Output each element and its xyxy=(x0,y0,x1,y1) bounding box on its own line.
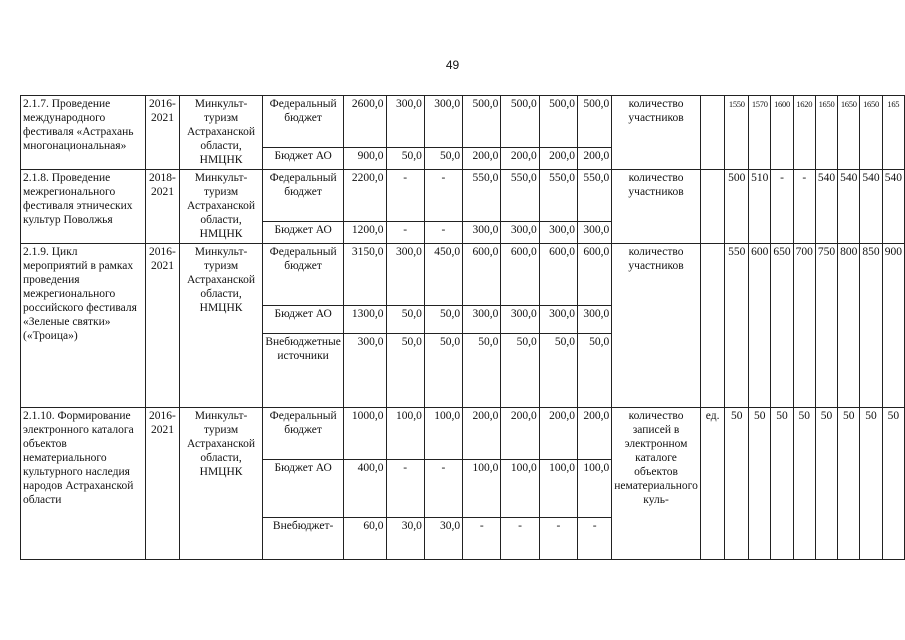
period-years: 2016-2021 xyxy=(146,408,180,560)
indicator-name: количество участников xyxy=(612,244,701,408)
period-years: 2016-2021 xyxy=(146,244,180,408)
target-value: - xyxy=(771,170,793,244)
funding-year-value: 100,0 xyxy=(424,408,462,460)
target-value: 50 xyxy=(771,408,793,560)
funding-year-value: 200,0 xyxy=(539,408,577,460)
target-value: 165 xyxy=(882,96,904,170)
target-value: 50 xyxy=(725,408,749,560)
funding-year-value: - xyxy=(463,518,501,560)
indicator-unit: ед. xyxy=(700,408,725,560)
target-value: 540 xyxy=(838,170,860,244)
funding-year-value: 100,0 xyxy=(501,460,539,518)
funding-year-value: 600,0 xyxy=(539,244,577,306)
funding-year-value: - xyxy=(539,518,577,560)
funding-year-value: 500,0 xyxy=(539,96,577,148)
funding-year-value: 50,0 xyxy=(424,334,462,408)
funding-year-value: 50,0 xyxy=(424,148,462,170)
funding-year-value: 300,0 xyxy=(501,306,539,334)
target-value: 700 xyxy=(793,244,815,408)
indicator-name: количество записей в электронном каталоге объектов нематериального куль- xyxy=(612,408,701,560)
funding-year-value: 600,0 xyxy=(463,244,501,306)
target-value: 50 xyxy=(793,408,815,560)
funding-year-value: 50,0 xyxy=(578,334,612,408)
funding-year-value: 300,0 xyxy=(578,306,612,334)
target-value: - xyxy=(793,170,815,244)
funding-year-value: 100,0 xyxy=(578,460,612,518)
funding-total: 900,0 xyxy=(343,148,386,170)
target-value: 50 xyxy=(749,408,771,560)
funding-year-value: 300,0 xyxy=(578,222,612,244)
target-value: 50 xyxy=(860,408,882,560)
funding-source: Бюджет АО xyxy=(263,222,344,244)
funding-year-value: - xyxy=(424,460,462,518)
target-value: 1600 xyxy=(771,96,793,170)
funding-year-value: 300,0 xyxy=(501,222,539,244)
funding-total: 400,0 xyxy=(343,460,386,518)
target-value: 510 xyxy=(749,170,771,244)
funding-year-value: 200,0 xyxy=(501,408,539,460)
funding-source: Бюджет АО xyxy=(263,148,344,170)
target-value: 50 xyxy=(815,408,837,560)
indicator-name: количество участников xyxy=(612,96,701,170)
funding-year-value: 50,0 xyxy=(386,334,424,408)
target-value: 1650 xyxy=(815,96,837,170)
funding-total: 1200,0 xyxy=(343,222,386,244)
funding-source: Бюджет АО xyxy=(263,306,344,334)
funding-year-value: - xyxy=(386,222,424,244)
funding-total: 3150,0 xyxy=(343,244,386,306)
funding-year-value: 300,0 xyxy=(386,96,424,148)
target-value: 500 xyxy=(725,170,749,244)
target-value: 50 xyxy=(838,408,860,560)
target-value: 1650 xyxy=(838,96,860,170)
funding-year-value: 300,0 xyxy=(463,222,501,244)
funding-year-value: - xyxy=(501,518,539,560)
funding-year-value: 300,0 xyxy=(386,244,424,306)
funding-source: Бюджет АО xyxy=(263,460,344,518)
funding-year-value: - xyxy=(386,460,424,518)
funding-source: Федеральный бюджет xyxy=(263,96,344,148)
funding-year-value: 500,0 xyxy=(463,96,501,148)
funding-year-value: 30,0 xyxy=(386,518,424,560)
funding-year-value: 300,0 xyxy=(539,306,577,334)
funding-year-value: 500,0 xyxy=(501,96,539,148)
funding-year-value: 600,0 xyxy=(501,244,539,306)
funding-source: Федеральный бюджет xyxy=(263,170,344,222)
page-number: 49 xyxy=(445,58,460,72)
funding-year-value: 100,0 xyxy=(463,460,501,518)
funding-year-value: - xyxy=(578,518,612,560)
target-value: 800 xyxy=(838,244,860,408)
table-row xyxy=(21,244,905,306)
funding-year-value: 600,0 xyxy=(578,244,612,306)
table-row xyxy=(21,170,905,222)
activity-name: 2.1.7. Проведение международного фестиваля «Астрахань многонациональная» xyxy=(21,96,146,170)
target-value: 540 xyxy=(860,170,882,244)
executors: Минкульт-туризм Астраханской области, НМЦНК xyxy=(179,244,263,408)
funding-year-value: 50,0 xyxy=(386,148,424,170)
funding-total: 1300,0 xyxy=(343,306,386,334)
funding-total: 2600,0 xyxy=(343,96,386,148)
funding-total: 2200,0 xyxy=(343,170,386,222)
funding-source: Федеральный бюджет xyxy=(263,244,344,306)
funding-year-value: 200,0 xyxy=(539,148,577,170)
funding-year-value: 50,0 xyxy=(424,306,462,334)
funding-year-value: 300,0 xyxy=(463,306,501,334)
funding-year-value: 30,0 xyxy=(424,518,462,560)
funding-year-value: - xyxy=(424,222,462,244)
funding-year-value: 100,0 xyxy=(386,408,424,460)
target-value: 650 xyxy=(771,244,793,408)
funding-year-value: 500,0 xyxy=(578,96,612,148)
funding-year-value: 50,0 xyxy=(501,334,539,408)
funding-source: Внебюджет- xyxy=(263,518,344,560)
funding-year-value: 200,0 xyxy=(578,148,612,170)
funding-year-value: 50,0 xyxy=(539,334,577,408)
target-value: 600 xyxy=(749,244,771,408)
funding-year-value: 50,0 xyxy=(386,306,424,334)
funding-year-value: 450,0 xyxy=(424,244,462,306)
target-value: 850 xyxy=(860,244,882,408)
indicator-name: количество участников xyxy=(612,170,701,244)
funding-year-value: 300,0 xyxy=(424,96,462,148)
period-years: 2018-2021 xyxy=(146,170,180,244)
indicator-unit xyxy=(700,96,725,170)
target-value: 1620 xyxy=(793,96,815,170)
funding-year-value: - xyxy=(424,170,462,222)
funding-year-value: 550,0 xyxy=(539,170,577,222)
program-table xyxy=(20,95,905,560)
target-value: 1570 xyxy=(749,96,771,170)
executors: Минкульт-туризм Астраханской области, НМЦНК xyxy=(179,408,263,560)
funding-year-value: - xyxy=(386,170,424,222)
target-value: 1650 xyxy=(860,96,882,170)
funding-source: Внебюджетные источники xyxy=(263,334,344,408)
funding-total: 300,0 xyxy=(343,334,386,408)
funding-year-value: 200,0 xyxy=(463,148,501,170)
executors: Минкульт-туризм Астраханской области, НМЦНК xyxy=(179,170,263,244)
funding-total: 60,0 xyxy=(343,518,386,560)
funding-year-value: 100,0 xyxy=(539,460,577,518)
funding-year-value: 550,0 xyxy=(501,170,539,222)
funding-year-value: 300,0 xyxy=(539,222,577,244)
table-body xyxy=(21,96,905,560)
funding-source: Федеральный бюджет xyxy=(263,408,344,460)
funding-year-value: 550,0 xyxy=(463,170,501,222)
executors: Минкульт-туризм Астраханской области, НМЦНК xyxy=(179,96,263,170)
period-years: 2016-2021 xyxy=(146,96,180,170)
table-row xyxy=(21,408,905,460)
funding-year-value: 550,0 xyxy=(578,170,612,222)
table-row xyxy=(21,96,905,148)
target-value: 750 xyxy=(815,244,837,408)
funding-year-value: 200,0 xyxy=(501,148,539,170)
activity-name: 2.1.8. Проведение межрегионального фестиваля этнических культур Поволжья xyxy=(21,170,146,244)
activity-name: 2.1.9. Цикл мероприятий в рамках проведения межрегионального российского фестиваля «Зеленые святки» («Троица») xyxy=(21,244,146,408)
target-value: 550 xyxy=(725,244,749,408)
indicator-unit xyxy=(700,170,725,244)
target-value: 1550 xyxy=(725,96,749,170)
indicator-unit xyxy=(700,244,725,408)
activity-name: 2.1.10. Формирование электронного каталога объектов нематериального культурного наследия народов Астраханской области xyxy=(21,408,146,560)
funding-year-value: 50,0 xyxy=(463,334,501,408)
funding-year-value: 200,0 xyxy=(578,408,612,460)
target-value: 540 xyxy=(815,170,837,244)
target-value: 900 xyxy=(882,244,904,408)
funding-year-value: 200,0 xyxy=(463,408,501,460)
target-value: 540 xyxy=(882,170,904,244)
funding-total: 1000,0 xyxy=(343,408,386,460)
target-value: 50 xyxy=(882,408,904,560)
